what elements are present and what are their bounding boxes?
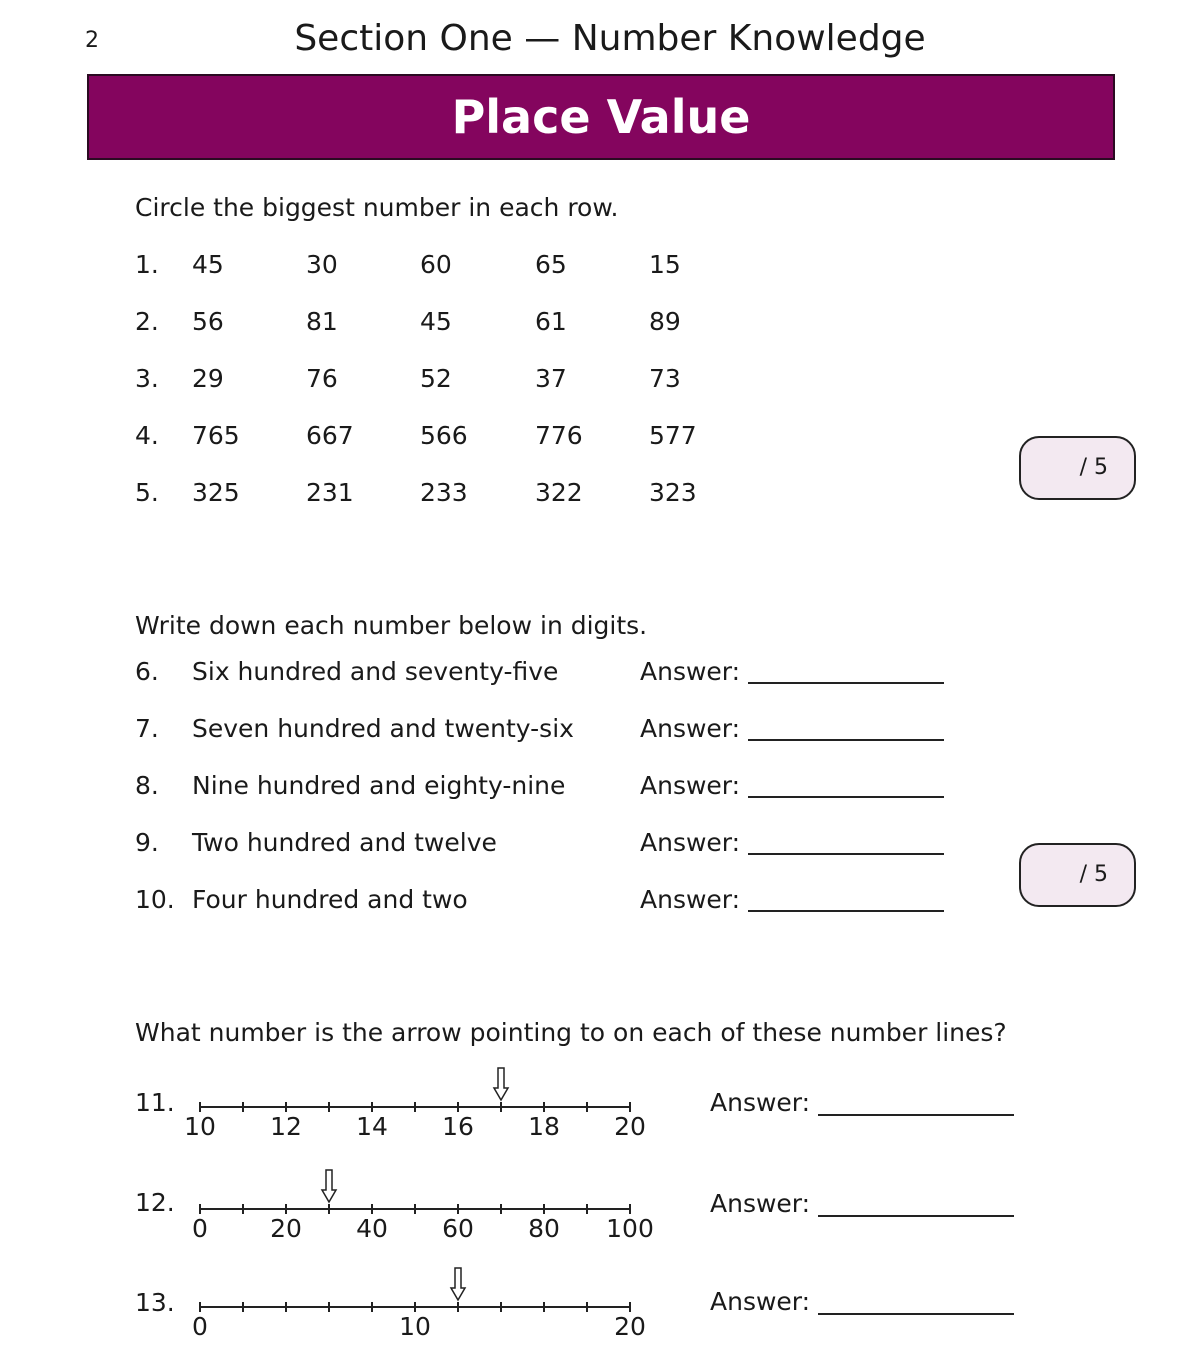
number-option[interactable]: 37 bbox=[535, 364, 567, 393]
part1-instruction: Circle the biggest number in each row. bbox=[135, 193, 619, 222]
number-option[interactable]: 765 bbox=[192, 421, 240, 450]
question-text: Six hundred and seventy-five bbox=[192, 657, 559, 686]
tick-label: 0 bbox=[192, 1214, 208, 1243]
answer-label: Answer: bbox=[640, 771, 741, 800]
tick-label: 80 bbox=[528, 1214, 560, 1243]
question-number: 10. bbox=[135, 885, 175, 914]
number-option[interactable]: 322 bbox=[535, 478, 583, 507]
question-text: Four hundred and two bbox=[192, 885, 468, 914]
tick-label: 12 bbox=[270, 1112, 302, 1141]
number-line-11 bbox=[180, 1060, 660, 1160]
question-number: 1. bbox=[135, 250, 159, 279]
answer-field[interactable] bbox=[818, 1215, 1014, 1217]
page-number: 2 bbox=[85, 28, 99, 53]
number-option[interactable]: 30 bbox=[306, 250, 338, 279]
question-number: 8. bbox=[135, 771, 159, 800]
arrow-down-icon bbox=[322, 1170, 336, 1202]
question-text: Seven hundred and twenty-six bbox=[192, 714, 574, 743]
answer-label: Answer: bbox=[710, 1088, 811, 1117]
tick-label: 18 bbox=[528, 1112, 560, 1141]
number-line-13 bbox=[180, 1260, 660, 1360]
question-number: 7. bbox=[135, 714, 159, 743]
number-option[interactable]: 76 bbox=[306, 364, 338, 393]
question-number: 9. bbox=[135, 828, 159, 857]
number-option[interactable]: 776 bbox=[535, 421, 583, 450]
number-option[interactable]: 233 bbox=[420, 478, 468, 507]
answer-field[interactable] bbox=[748, 853, 944, 855]
answer-field[interactable] bbox=[748, 910, 944, 912]
number-option[interactable]: 566 bbox=[420, 421, 468, 450]
tick-label: 0 bbox=[192, 1312, 208, 1341]
number-option[interactable]: 667 bbox=[306, 421, 354, 450]
number-option[interactable]: 45 bbox=[420, 307, 452, 336]
number-option[interactable]: 325 bbox=[192, 478, 240, 507]
tick-label: 40 bbox=[356, 1214, 388, 1243]
question-number: 13. bbox=[135, 1288, 175, 1317]
score-box-part2[interactable] bbox=[1019, 843, 1136, 907]
answer-field[interactable] bbox=[748, 682, 944, 684]
question-number: 6. bbox=[135, 657, 159, 686]
tick-label: 20 bbox=[614, 1312, 646, 1341]
tick-label: 100 bbox=[606, 1214, 654, 1243]
number-option[interactable]: 29 bbox=[192, 364, 224, 393]
number-line-12 bbox=[180, 1162, 660, 1262]
number-option[interactable]: 56 bbox=[192, 307, 224, 336]
number-option[interactable]: 15 bbox=[649, 250, 681, 279]
number-option[interactable]: 61 bbox=[535, 307, 567, 336]
number-option[interactable]: 52 bbox=[420, 364, 452, 393]
number-option[interactable]: 81 bbox=[306, 307, 338, 336]
number-option[interactable]: 89 bbox=[649, 307, 681, 336]
tick-label: 10 bbox=[184, 1112, 216, 1141]
question-number: 3. bbox=[135, 364, 159, 393]
arrow-down-icon bbox=[451, 1268, 465, 1300]
page-title: Place Value bbox=[451, 90, 751, 144]
score-label: / 5 bbox=[1079, 455, 1108, 480]
answer-label: Answer: bbox=[640, 714, 741, 743]
number-option[interactable]: 45 bbox=[192, 250, 224, 279]
question-number: 12. bbox=[135, 1188, 175, 1217]
answer-field[interactable] bbox=[818, 1114, 1014, 1116]
answer-label: Answer: bbox=[640, 828, 741, 857]
number-option[interactable]: 73 bbox=[649, 364, 681, 393]
title-banner bbox=[87, 74, 1115, 160]
part2-instruction: Write down each number below in digits. bbox=[135, 611, 648, 640]
number-option[interactable]: 577 bbox=[649, 421, 697, 450]
part3-instruction: What number is the arrow pointing to on each of these number lines? bbox=[135, 1018, 1007, 1047]
question-number: 5. bbox=[135, 478, 159, 507]
tick-label: 10 bbox=[399, 1312, 431, 1341]
tick-label: 20 bbox=[270, 1214, 302, 1243]
answer-label: Answer: bbox=[640, 885, 741, 914]
answer-field[interactable] bbox=[748, 739, 944, 741]
tick-label: 16 bbox=[442, 1112, 474, 1141]
answer-field[interactable] bbox=[818, 1313, 1014, 1315]
answer-label: Answer: bbox=[710, 1287, 811, 1316]
question-number: 11. bbox=[135, 1088, 175, 1117]
number-option[interactable]: 231 bbox=[306, 478, 354, 507]
question-text: Nine hundred and eighty-nine bbox=[192, 771, 566, 800]
number-option[interactable]: 323 bbox=[649, 478, 697, 507]
number-option[interactable]: 60 bbox=[420, 250, 452, 279]
arrow-down-icon bbox=[494, 1068, 508, 1100]
tick-label: 60 bbox=[442, 1214, 474, 1243]
answer-label: Answer: bbox=[710, 1189, 811, 1218]
question-text: Two hundred and twelve bbox=[192, 828, 497, 857]
score-box-part1[interactable] bbox=[1019, 436, 1136, 500]
answer-field[interactable] bbox=[748, 796, 944, 798]
answer-label: Answer: bbox=[640, 657, 741, 686]
number-option[interactable]: 65 bbox=[535, 250, 567, 279]
question-number: 4. bbox=[135, 421, 159, 450]
tick-label: 20 bbox=[614, 1112, 646, 1141]
tick-label: 14 bbox=[356, 1112, 388, 1141]
score-label: / 5 bbox=[1079, 862, 1108, 887]
question-number: 2. bbox=[135, 307, 159, 336]
section-title: Section One — Number Knowledge bbox=[294, 18, 926, 59]
